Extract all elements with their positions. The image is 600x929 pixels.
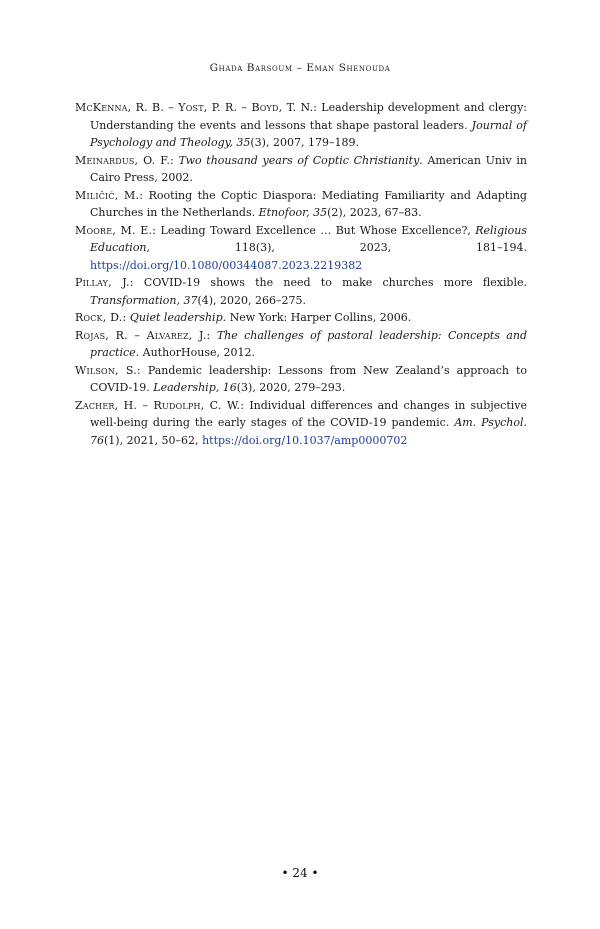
reference-entry: [75, 397, 527, 450]
reference-authors: Zacher, H. – Rudolph, C. W.:: [75, 398, 245, 412]
reference-details: . New York: Harper Collins, 2006.: [222, 311, 412, 324]
reference-source: Religious Education: [90, 223, 527, 254]
reference-source: Transformation, 37: [90, 293, 198, 307]
reference-entry: [75, 362, 527, 397]
reference-title: Two thousand years of Coptic Christianity: [178, 153, 420, 167]
reference-title: The challenges of pastoral leadership: Concepts and practice: [90, 328, 527, 359]
reference-details: (4), 2020, 266–275.: [197, 293, 307, 307]
reference-title: Pandemic leadership: Lessons from New Zealand’s approach to COVID-19.: [90, 363, 528, 394]
reference-list: [75, 99, 527, 449]
reference-title: COVID-19 shows the need to make churches more flexible.: [133, 276, 527, 289]
reference-title: Leadership development and clergy: Understanding the events and lessons that shape pastoral leaders.: [90, 101, 527, 132]
reference-title: Rooting the Coptic Diaspora: Mediating Familiarity and Adapting Churches in the Netherlands.: [90, 188, 527, 219]
reference-details: (1), 2021, 50–62,: [104, 433, 203, 447]
doi-link[interactable]: https://doi.org/10.1037/amp0000702: [202, 433, 408, 447]
reference-title: Individual differences and changes in subjective well-being during the early stages of the COVID-19 pandemic.: [90, 398, 527, 429]
reference-authors: Meinardus, O. F.:: [75, 153, 174, 167]
reference-authors: McKenna, R. B. – Yost, P. R. – Boyd, T. N.:: [75, 101, 318, 114]
doi-link[interactable]: https://doi.org/10.1080/00344087.2023.2219382: [90, 258, 363, 272]
reference-authors: Miličić, M.:: [75, 188, 144, 202]
reference-entry: [75, 309, 527, 327]
reference-details: (2), 2023, 67–83.: [327, 206, 422, 219]
reference-title: Quiet leadership: [129, 311, 223, 324]
reference-entry: [75, 222, 527, 275]
reference-authors: Rock, D.:: [75, 311, 127, 324]
reference-authors: Wilson, S.:: [75, 363, 141, 377]
reference-authors: Moore, M. E.:: [75, 223, 157, 237]
reference-entry: [75, 152, 527, 187]
reference-entry: [75, 327, 527, 362]
reference-source: Journal of Psychology and Theology, 35: [90, 118, 527, 149]
reference-authors: Rojas, R. – Alvarez, J.:: [75, 328, 211, 342]
reference-details: (3), 2007, 179–189.: [250, 136, 359, 149]
running-head: Ghada Barsoum – Eman Shenouda: [209, 62, 391, 74]
reference-source: Am. Psychol. 76: [90, 416, 527, 447]
page-number: • 24 •: [281, 866, 319, 880]
reference-details: , 118(3), 2023, 181–194.: [146, 241, 527, 254]
reference-entry: [75, 99, 527, 152]
reference-details: . AuthorHouse, 2012.: [135, 346, 255, 359]
reference-source: Leadership, 16: [153, 381, 237, 394]
reference-source: Etnofoor, 35: [258, 206, 328, 219]
reference-entry: [75, 274, 527, 309]
reference-entry: [75, 187, 527, 222]
reference-details: . American Univ in Cairo Press, 2002.: [90, 153, 527, 184]
reference-title: Leading Toward Excellence … But Whose Excellence?,: [156, 223, 476, 237]
reference-authors: Pillay, J.:: [75, 276, 134, 289]
reference-details: (3), 2020, 279–293.: [236, 381, 346, 394]
